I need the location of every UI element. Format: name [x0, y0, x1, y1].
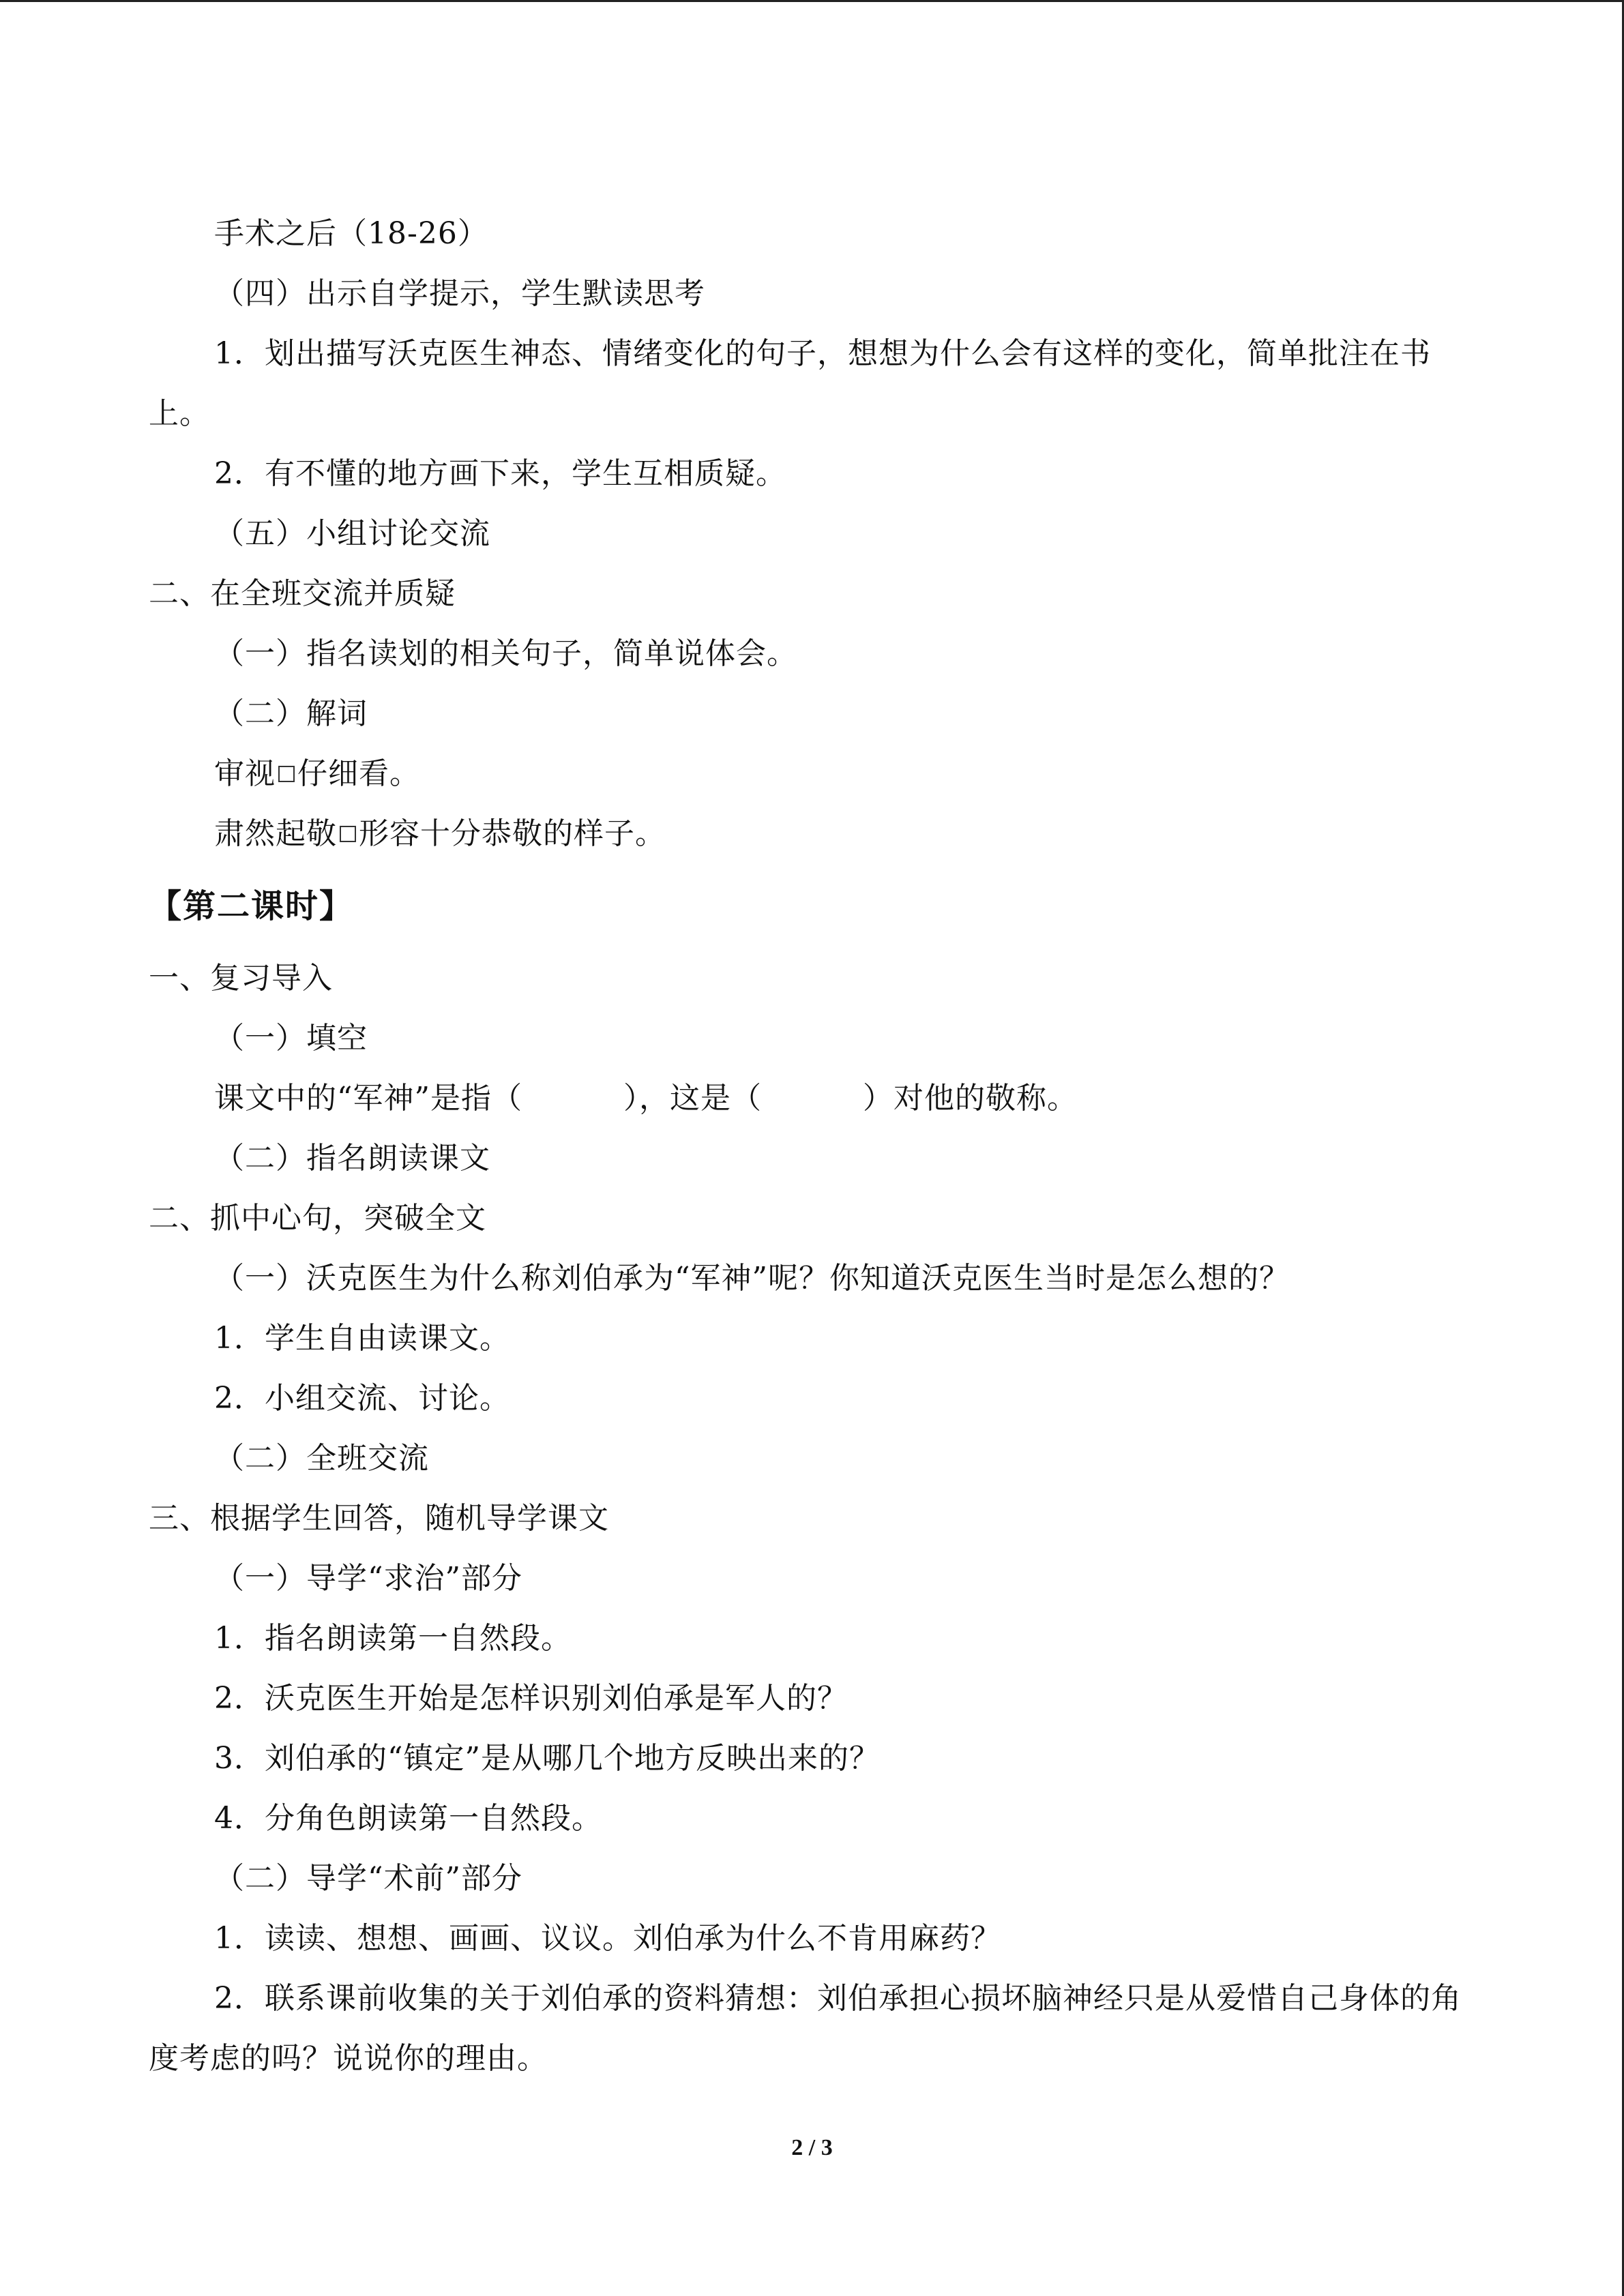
- list-item: 1．学生自由读课文。: [214, 1321, 510, 1356]
- placeholder-box-glyph: [340, 826, 356, 842]
- fill-blank-line: [149, 1069, 1479, 1129]
- vocab-line: [149, 744, 1479, 804]
- list-item: 1．指名朗读第一自然段。: [214, 1621, 572, 1656]
- subsection-title: （二）解词: [214, 696, 368, 731]
- subsection-title: （五）小组讨论交流: [214, 516, 490, 551]
- subsection-title: （二）全班交流: [214, 1441, 429, 1476]
- list-item: 2．沃克医生开始是怎样识别刘伯承是军人的？: [214, 1681, 848, 1716]
- subsection-title: （一）指名读划的相关句子，简单说体会。: [214, 636, 797, 671]
- subsection-title: （二）指名朗读课文: [214, 1141, 490, 1176]
- fill-text: 课文中的“军神”是指（: [214, 1081, 522, 1116]
- section-title: 三、根据学生回答，随机导学课文: [149, 1501, 609, 1536]
- section-title: 二、在全班交流并质疑: [149, 576, 456, 611]
- subsection-title: （二）导学“术前”部分: [214, 1861, 522, 1896]
- list-item: 3．刘伯承的“镇定”是从哪几个地方反映出来的？: [214, 1741, 880, 1776]
- vocab-definition: 仔细看。: [297, 756, 420, 791]
- subsection-title: （一）沃克医生为什么称刘伯承为“军神”呢？你知道沃克医生当时是怎么想的？: [214, 1261, 1290, 1296]
- section-title: 一、复习导入: [149, 961, 333, 996]
- fill-text: ），这是（: [623, 1081, 762, 1116]
- list-item: 4．分角色朗读第一自然段。: [214, 1801, 602, 1836]
- paragraph-wrapped: 2．联系课前收集的关于刘伯承的资料猜想：刘伯承担心损坏脑神经只是从爱惜自己身体的角度考虑的吗？说说你的理由。: [149, 1981, 1462, 2076]
- paragraph-line: 手术之后（18-26）: [214, 216, 488, 251]
- subsection-title: （四）出示自学提示，学生默读思考: [214, 276, 705, 311]
- page-number: 2 / 3: [791, 2135, 833, 2160]
- section-title: 二、抓中心句，突破全文: [149, 1201, 486, 1236]
- subsection-title: （一）填空: [214, 1021, 368, 1056]
- vocab-word: 审视: [214, 756, 276, 791]
- vocab-definition: 形容十分恭敬的样子。: [359, 816, 666, 851]
- paragraph-line: 2．有不懂的地方画下来，学生互相质疑。: [214, 456, 786, 491]
- placeholder-box-glyph: [278, 766, 295, 782]
- vocab-word: 肃然起敬: [214, 816, 337, 851]
- lesson-heading: 【第二课时】: [149, 887, 354, 925]
- paragraph-wrapped: 1．划出描写沃克医生神态、情绪变化的句子，想想为什么会有这样的变化，简单批注在书上。: [149, 336, 1431, 431]
- document-body: [149, 204, 1479, 2089]
- vocab-line: [149, 804, 1479, 864]
- list-item: 2．小组交流、讨论。: [214, 1381, 510, 1416]
- list-item: 1．读读、想想、画画、议议。刘伯承为什么不肯用麻药？: [214, 1921, 1001, 1956]
- fill-text: ）对他的敬称。: [863, 1081, 1078, 1116]
- subsection-title: （一）导学“求治”部分: [214, 1561, 522, 1596]
